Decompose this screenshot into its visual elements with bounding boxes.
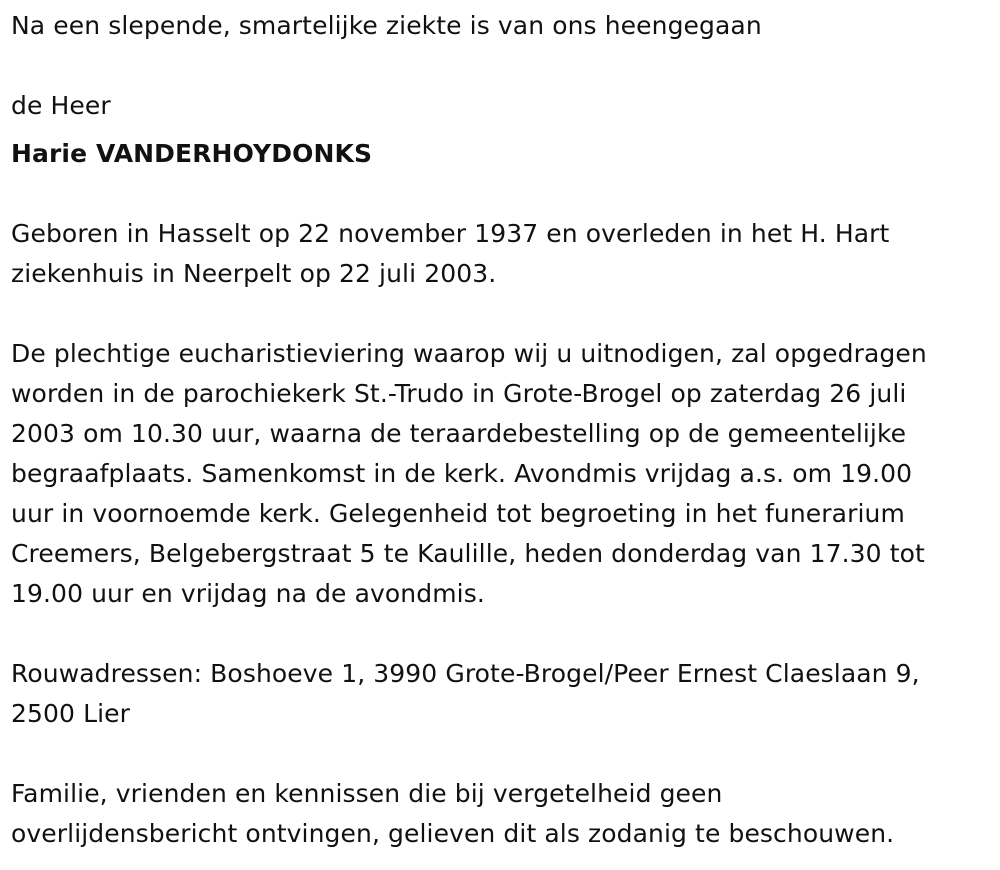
intro-line: Na een slepende, smartelijke ziekte is van ons heengegaan xyxy=(11,11,762,40)
paragraph-line: De plechtige eucharistieviering waarop wij u uitnodigen, zal opgedragen xyxy=(11,339,927,368)
paragraph-line: begraafplaats. Samenkomst in de kerk. Avondmis vrijdag a.s. om 19.00 xyxy=(11,459,913,488)
paragraph-line: 2500 Lier xyxy=(11,699,131,728)
paragraph-line: Familie, vrienden en kennissen die bij vergetelheid geen xyxy=(11,779,723,808)
paragraph-line: 19.00 uur en vrijdag na de avondmis. xyxy=(11,579,485,608)
paragraph-line: uur in voornoemde kerk. Gelegenheid tot begroeting in het funerarium xyxy=(11,499,905,528)
paragraph-line: Rouwadressen: Boshoeve 1, 3990 Grote-Brogel/Peer Ernest Claeslaan 9, xyxy=(11,659,920,688)
paragraph-line: Creemers, Belgebergstraat 5 te Kaulille, heden donderdag van 17.30 tot xyxy=(11,539,925,568)
paragraph-line: ziekenhuis in Neerpelt op 22 juli 2003. xyxy=(11,259,497,288)
deceased-name: Harie VANDERHOYDONKS xyxy=(11,139,373,168)
paragraph-line: Geboren in Hasselt op 22 november 1937 en overleden in het H. Hart xyxy=(11,219,890,248)
honorific: de Heer xyxy=(11,91,111,120)
paragraph-line: worden in de parochiekerk St.-Trudo in Grote-Brogel op zaterdag 26 juli xyxy=(11,379,907,408)
paragraph-line: overlijdensbericht ontvingen, gelieven dit als zodanig te beschouwen. xyxy=(11,819,895,848)
paragraph-line: 2003 om 10.30 uur, waarna de teraardebestelling op de gemeentelijke xyxy=(11,419,907,448)
